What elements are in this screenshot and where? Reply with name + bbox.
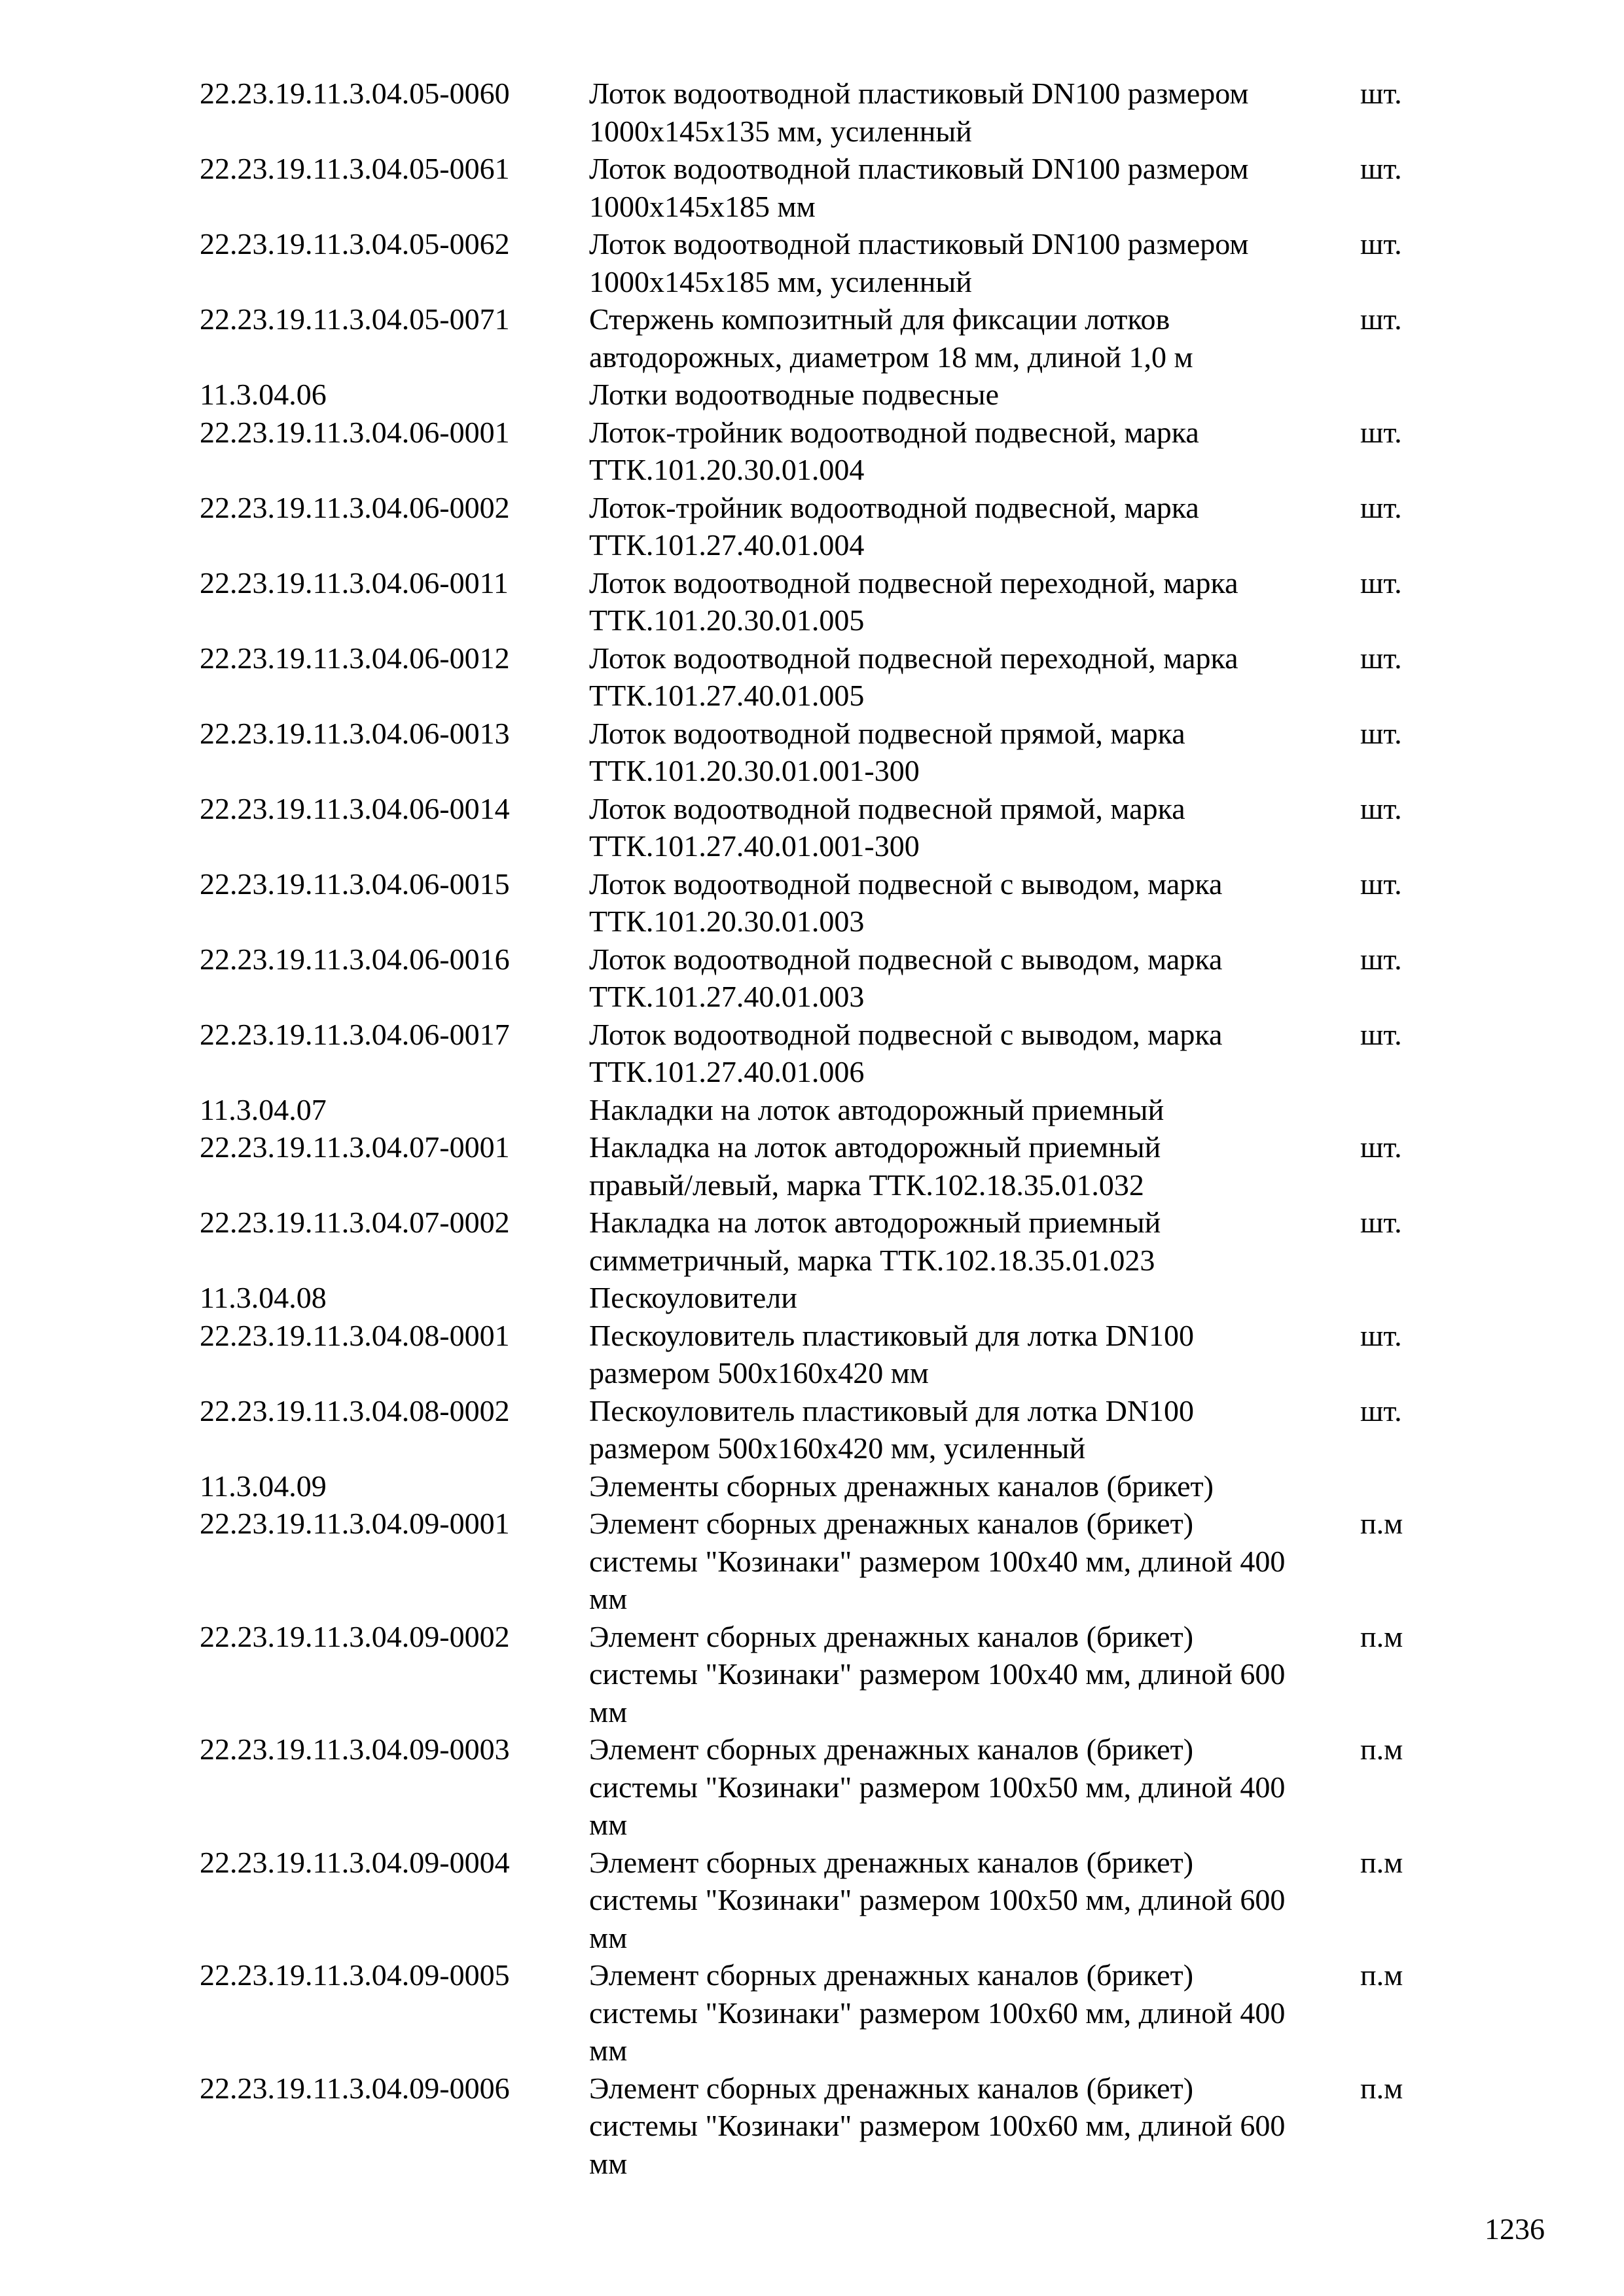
table-row xyxy=(200,1956,1456,2070)
item-code: 22.23.19.11.3.04.09-0004 xyxy=(200,1845,510,1879)
item-unit: п.м xyxy=(1360,1958,1403,1992)
item-unit: п.м xyxy=(1360,1507,1403,1540)
table-row xyxy=(200,225,1456,300)
item-code: 22.23.19.11.3.04.06-0013 xyxy=(200,716,510,750)
page-number: 1236 xyxy=(1485,2212,1545,2246)
section-header-row xyxy=(200,1091,1456,1129)
item-code: 22.23.19.11.3.04.09-0005 xyxy=(200,1958,510,1992)
table-row xyxy=(200,75,1456,150)
item-code: 22.23.19.11.3.04.07-0001 xyxy=(200,1130,510,1164)
item-unit: шт. xyxy=(1360,1318,1402,1352)
item-name: Элемент сборных дренажных каналов (брикет) системы "Козинаки" размером 100х50 мм, длиной 400 мм xyxy=(589,1732,1286,1841)
item-name: Лоток водоотводной подвесной переходной, марка ТТК.101.20.30.01.005 xyxy=(589,565,1238,637)
item-unit: п.м xyxy=(1360,1845,1403,1879)
section-title: Лотки водоотводные подвесные xyxy=(589,378,999,411)
section-title: Пескоуловители xyxy=(589,1281,797,1314)
item-unit: шт. xyxy=(1360,302,1402,336)
item-unit: шт. xyxy=(1360,415,1402,449)
item-code: 22.23.19.11.3.04.06-0011 xyxy=(200,565,509,600)
item-code: 22.23.19.11.3.04.06-0016 xyxy=(200,942,510,976)
item-code: 22.23.19.11.3.04.05-0060 xyxy=(200,77,510,110)
item-name: Лоток водоотводной подвесной прямой, марка ТТК.101.27.40.01.001-300 xyxy=(589,791,1185,863)
item-unit: шт. xyxy=(1360,791,1402,825)
section-code: 11.3.04.07 xyxy=(200,1092,327,1126)
item-code: 22.23.19.11.3.04.09-0006 xyxy=(200,2071,510,2105)
item-code: 22.23.19.11.3.04.06-0014 xyxy=(200,791,510,825)
item-unit: шт. xyxy=(1360,1017,1402,1051)
item-unit: шт. xyxy=(1360,641,1402,675)
item-unit: шт. xyxy=(1360,565,1402,600)
item-unit: шт. xyxy=(1360,942,1402,976)
table-row xyxy=(200,941,1456,1016)
item-name: Лоток водоотводной подвесной с выводом, марка ТТК.101.27.40.01.003 xyxy=(589,942,1223,1013)
item-unit: шт. xyxy=(1360,490,1402,524)
table-row xyxy=(200,1392,1456,1467)
item-name: Лоток водоотводной пластиковый DN100 размером 1000х145х185 мм xyxy=(589,152,1249,223)
section-code: 11.3.04.08 xyxy=(200,1281,327,1314)
item-name: Накладка на лоток автодорожный приемный симметричный, марка ТТК.102.18.35.01.023 xyxy=(589,1206,1161,1277)
table-row xyxy=(200,2070,1456,2183)
table-row xyxy=(200,1844,1456,1957)
item-unit: шт. xyxy=(1360,227,1402,260)
item-code: 22.23.19.11.3.04.05-0071 xyxy=(200,302,510,336)
table-row xyxy=(200,489,1456,564)
table-row xyxy=(200,715,1456,790)
table-row xyxy=(200,790,1456,865)
item-name: Лоток водоотводной подвесной прямой, марка ТТК.101.20.30.01.001-300 xyxy=(589,716,1185,787)
item-code: 22.23.19.11.3.04.06-0015 xyxy=(200,867,510,901)
item-name: Пескоуловитель пластиковый для лотка DN100 размером 500х160х420 мм xyxy=(589,1318,1195,1390)
item-name: Лоток-тройник водоотводной подвесной, марка ТТК.101.20.30.01.004 xyxy=(589,415,1199,486)
item-name: Лоток-тройник водоотводной подвесной, марка ТТК.101.27.40.01.004 xyxy=(589,490,1199,562)
table-row xyxy=(200,1505,1456,1618)
table-row xyxy=(200,1016,1456,1091)
item-unit: шт. xyxy=(1360,867,1402,901)
item-code: 22.23.19.11.3.04.06-0012 xyxy=(200,641,510,675)
item-code: 22.23.19.11.3.04.08-0002 xyxy=(200,1393,510,1427)
item-code: 22.23.19.11.3.04.09-0003 xyxy=(200,1732,510,1766)
table-row xyxy=(200,1731,1456,1844)
item-code: 22.23.19.11.3.04.05-0061 xyxy=(200,152,510,185)
item-unit: шт. xyxy=(1360,77,1402,110)
item-name: Накладка на лоток автодорожный приемный правый/левый, марка ТТК.102.18.35.01.032 xyxy=(589,1130,1161,1202)
section-title: Накладки на лоток автодорожный приемный xyxy=(589,1092,1164,1126)
item-code: 22.23.19.11.3.04.09-0001 xyxy=(200,1507,510,1540)
item-code: 22.23.19.11.3.04.06-0002 xyxy=(200,490,510,524)
item-unit: шт. xyxy=(1360,1206,1402,1239)
item-name: Лоток водоотводной пластиковый DN100 размером 1000х145х135 мм, усиленный xyxy=(589,77,1249,148)
item-unit: п.м xyxy=(1360,1732,1403,1766)
table-row xyxy=(200,1317,1456,1392)
table-row xyxy=(200,1128,1456,1204)
item-code: 22.23.19.11.3.04.06-0001 xyxy=(200,415,510,449)
item-name: Лоток водоотводной пластиковый DN100 размером 1000х145х185 мм, усиленный xyxy=(589,227,1249,298)
item-unit: шт. xyxy=(1360,152,1402,185)
table-row xyxy=(200,1618,1456,1731)
table-row xyxy=(200,1204,1456,1279)
item-code: 22.23.19.11.3.04.08-0001 xyxy=(200,1318,510,1352)
item-name: Элемент сборных дренажных каналов (брикет) системы "Козинаки" размером 100х60 мм, длиной 600 мм xyxy=(589,2071,1286,2180)
table-row xyxy=(200,150,1456,225)
table-row xyxy=(200,865,1456,941)
catalog-table xyxy=(200,75,1456,2182)
item-name: Элемент сборных дренажных каналов (брикет) системы "Козинаки" размером 100х40 мм, длиной 400 мм xyxy=(589,1507,1286,1615)
item-unit: шт. xyxy=(1360,1130,1402,1164)
section-title: Элементы сборных дренажных каналов (брикет) xyxy=(589,1469,1214,1503)
item-unit: шт. xyxy=(1360,716,1402,750)
item-name: Пескоуловитель пластиковый для лотка DN100 размером 500х160х420 мм, усиленный xyxy=(589,1393,1195,1465)
table-row xyxy=(200,639,1456,715)
item-name: Элемент сборных дренажных каналов (брикет) системы "Козинаки" размером 100х60 мм, длиной 400 мм xyxy=(589,1958,1286,2067)
table-row xyxy=(200,414,1456,489)
section-code: 11.3.04.09 xyxy=(200,1469,327,1503)
item-unit: п.м xyxy=(1360,2071,1403,2105)
table-row xyxy=(200,564,1456,639)
item-name: Лоток водоотводной подвесной с выводом, марка ТТК.101.20.30.01.003 xyxy=(589,867,1223,938)
item-unit: шт. xyxy=(1360,1393,1402,1427)
item-name: Стержень композитный для фиксации лотков автодорожных, диаметром 18 мм, длиной 1,0 м xyxy=(589,302,1193,374)
section-header-row xyxy=(200,1279,1456,1317)
section-code: 11.3.04.06 xyxy=(200,378,327,411)
item-code: 22.23.19.11.3.04.06-0017 xyxy=(200,1017,510,1051)
item-name: Элемент сборных дренажных каналов (брикет) системы "Козинаки" размером 100х40 мм, длиной 600 мм xyxy=(589,1619,1286,1729)
item-name: Лоток водоотводной подвесной с выводом, марка ТТК.101.27.40.01.006 xyxy=(589,1017,1223,1088)
item-name: Элемент сборных дренажных каналов (брикет) системы "Козинаки" размером 100х50 мм, длиной 600 мм xyxy=(589,1845,1286,1954)
item-code: 22.23.19.11.3.04.07-0002 xyxy=(200,1206,510,1239)
item-code: 22.23.19.11.3.04.09-0002 xyxy=(200,1619,510,1653)
section-header-row xyxy=(200,376,1456,414)
table-row xyxy=(200,300,1456,376)
item-unit: п.м xyxy=(1360,1619,1403,1653)
item-code: 22.23.19.11.3.04.05-0062 xyxy=(200,227,510,260)
section-header-row xyxy=(200,1467,1456,1505)
item-name: Лоток водоотводной подвесной переходной, марка ТТК.101.27.40.01.005 xyxy=(589,641,1238,712)
